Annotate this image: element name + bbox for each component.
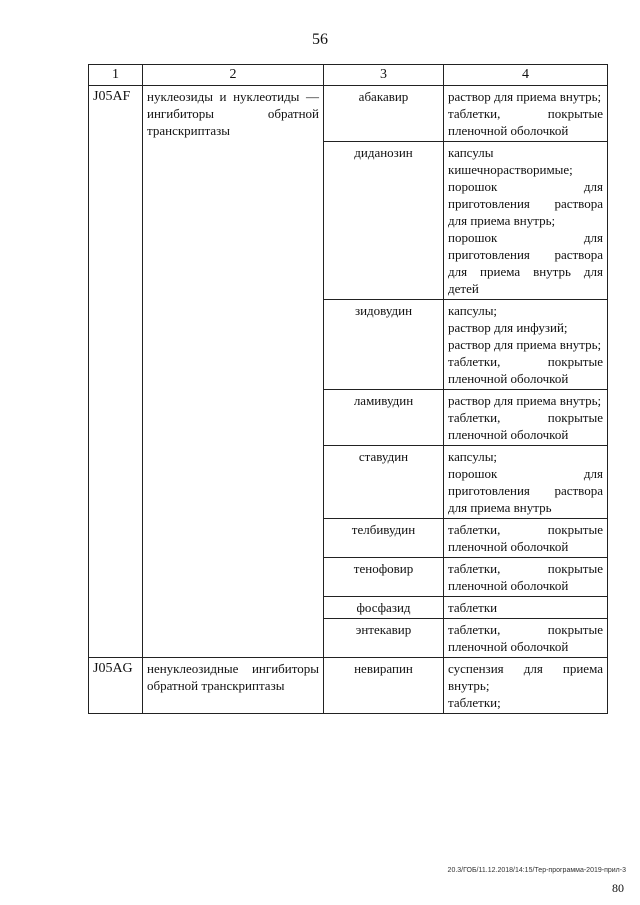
- drug-name-cell: тенофовир: [324, 558, 444, 597]
- dosage-form: капсулы;: [448, 449, 498, 464]
- dosage-forms-cell: [444, 446, 608, 519]
- dosage-forms-cell: [444, 300, 608, 390]
- header-row: [89, 65, 608, 86]
- page-number-top: 56: [312, 31, 328, 48]
- dosage-form: таблетки: [448, 600, 498, 615]
- header-col-2: 2: [143, 65, 324, 86]
- page-number-bottom: 80: [612, 881, 624, 895]
- table-row: [89, 658, 608, 714]
- dosage-forms-cell: [444, 519, 608, 558]
- drug-table: [88, 64, 608, 714]
- header-col-4: 4: [444, 65, 608, 86]
- dosage-form: таблетки, покрытые пленочной оболочкой: [448, 522, 603, 554]
- dosage-form: таблетки, покрытые пленочной оболочкой: [448, 106, 603, 138]
- dosage-form: раствор для приема внутрь;: [448, 89, 602, 104]
- dosage-form: таблетки, покрытые пленочной оболочкой: [448, 622, 603, 654]
- group-name-cell: ненуклеозидные ингибиторы обратной транскриптазы: [143, 658, 324, 714]
- dosage-forms-cell: [444, 142, 608, 300]
- group-name-cell: нуклеозиды и нуклеотиды — ингибиторы обратной транскриптазы: [143, 86, 324, 658]
- footer-reference: 20.3/ГОБ/11.12.2018/14:15/Тер-программа-2019-прил-3: [447, 867, 626, 874]
- dosage-form: порошок для приготовления раствора для приема внутрь;: [448, 179, 603, 228]
- dosage-form: раствор для приема внутрь;: [448, 337, 602, 352]
- dosage-forms-cell: [444, 86, 608, 142]
- drug-name-cell: диданозин: [324, 142, 444, 300]
- table-row: [89, 86, 608, 142]
- header-col-1: 1: [89, 65, 143, 86]
- dosage-form: таблетки, покрытые пленочной оболочкой: [448, 354, 603, 386]
- drug-name-cell: фосфазид: [324, 597, 444, 619]
- drug-name-cell: невирапин: [324, 658, 444, 714]
- header-col-3: 3: [324, 65, 444, 86]
- drug-name-cell: зидовудин: [324, 300, 444, 390]
- dosage-forms-cell: [444, 558, 608, 597]
- dosage-form: таблетки, покрытые пленочной оболочкой: [448, 410, 603, 442]
- atc-code-cell: J05AF: [89, 86, 143, 658]
- dosage-form: раствор для инфузий;: [448, 320, 568, 335]
- table-body: [89, 86, 608, 714]
- drug-name-cell: энтекавир: [324, 619, 444, 658]
- dosage-form: суспензия для приема внутрь;: [448, 661, 603, 693]
- dosage-form: порошок для приготовления раствора для приема внутрь для детей: [448, 230, 603, 296]
- dosage-form: порошок для приготовления раствора для приема внутрь: [448, 466, 603, 515]
- dosage-form: капсулы;: [448, 303, 498, 318]
- drug-name-cell: ставудин: [324, 446, 444, 519]
- dosage-forms-cell: [444, 597, 608, 619]
- atc-code-cell: J05AG: [89, 658, 143, 714]
- dosage-form: раствор для приема внутрь;: [448, 393, 602, 408]
- drug-name-cell: абакавир: [324, 86, 444, 142]
- dosage-form: таблетки, покрытые пленочной оболочкой: [448, 561, 603, 593]
- dosage-forms-cell: [444, 619, 608, 658]
- drug-name-cell: телбивудин: [324, 519, 444, 558]
- dosage-forms-cell: [444, 658, 608, 714]
- dosage-form: капсулы кишечнорастворимые;: [448, 145, 573, 177]
- dosage-form: таблетки;: [448, 695, 501, 710]
- drug-name-cell: ламивудин: [324, 390, 444, 446]
- dosage-forms-cell: [444, 390, 608, 446]
